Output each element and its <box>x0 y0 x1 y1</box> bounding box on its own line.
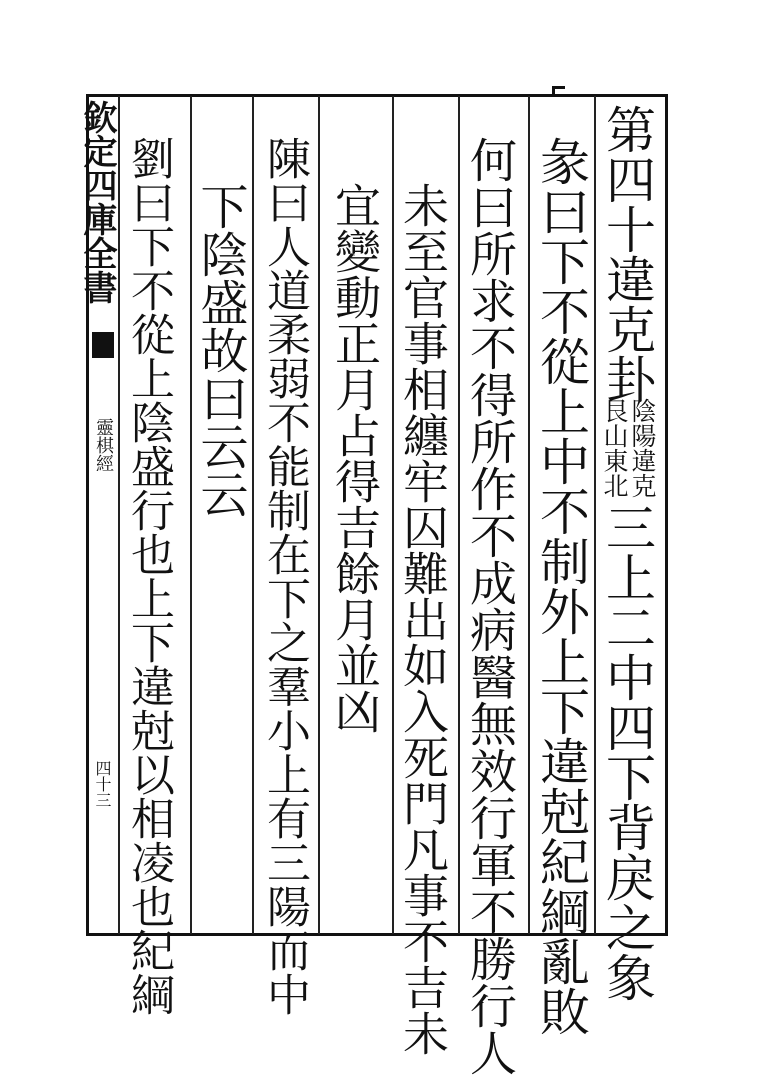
text-column-1: 彖曰下不從上中不制外上下違尅紀綱亂敗 <box>532 136 590 1036</box>
text-column-3: 未至官事相纏牢囚難出如入死門凡事不吉未 <box>396 182 450 1056</box>
trigram-line: 三上二中四下背戾之象 <box>598 502 656 1002</box>
text-column-4: 宜變動正月占得吉餘月並凶 <box>328 182 382 734</box>
text-column-7: 劉曰下不從上陰盛行也上下違尅以相凌也紀綱 <box>123 136 174 1016</box>
text-column-5: 陳曰人道柔弱不能制在下之羣小上有三陽而中 <box>259 136 310 1016</box>
title-annotation-1: 陰陽違克 <box>628 398 657 498</box>
column-rule <box>118 96 120 934</box>
column-rule <box>528 96 530 934</box>
text-column-6: 下陰盛故曰云云 <box>192 182 248 518</box>
column-rule <box>458 96 460 934</box>
corner-mark <box>552 86 565 97</box>
book-series-title: 欽定四庫全書 <box>77 100 117 304</box>
column-rule <box>252 96 254 934</box>
text-column-2: 何曰所求不得所作不成病醫無效行軍不勝行人 <box>462 136 517 1076</box>
hexagram-title: 第四十違克卦 <box>598 104 656 404</box>
book-title: 靈棋經 <box>93 418 114 472</box>
column-rule <box>318 96 320 934</box>
page-number: 四十三 <box>93 760 112 808</box>
title-annotation-2: 艮山東北 <box>600 398 629 498</box>
column-rule <box>392 96 394 934</box>
column-rule <box>594 96 596 934</box>
fishtail-mark <box>92 332 114 358</box>
